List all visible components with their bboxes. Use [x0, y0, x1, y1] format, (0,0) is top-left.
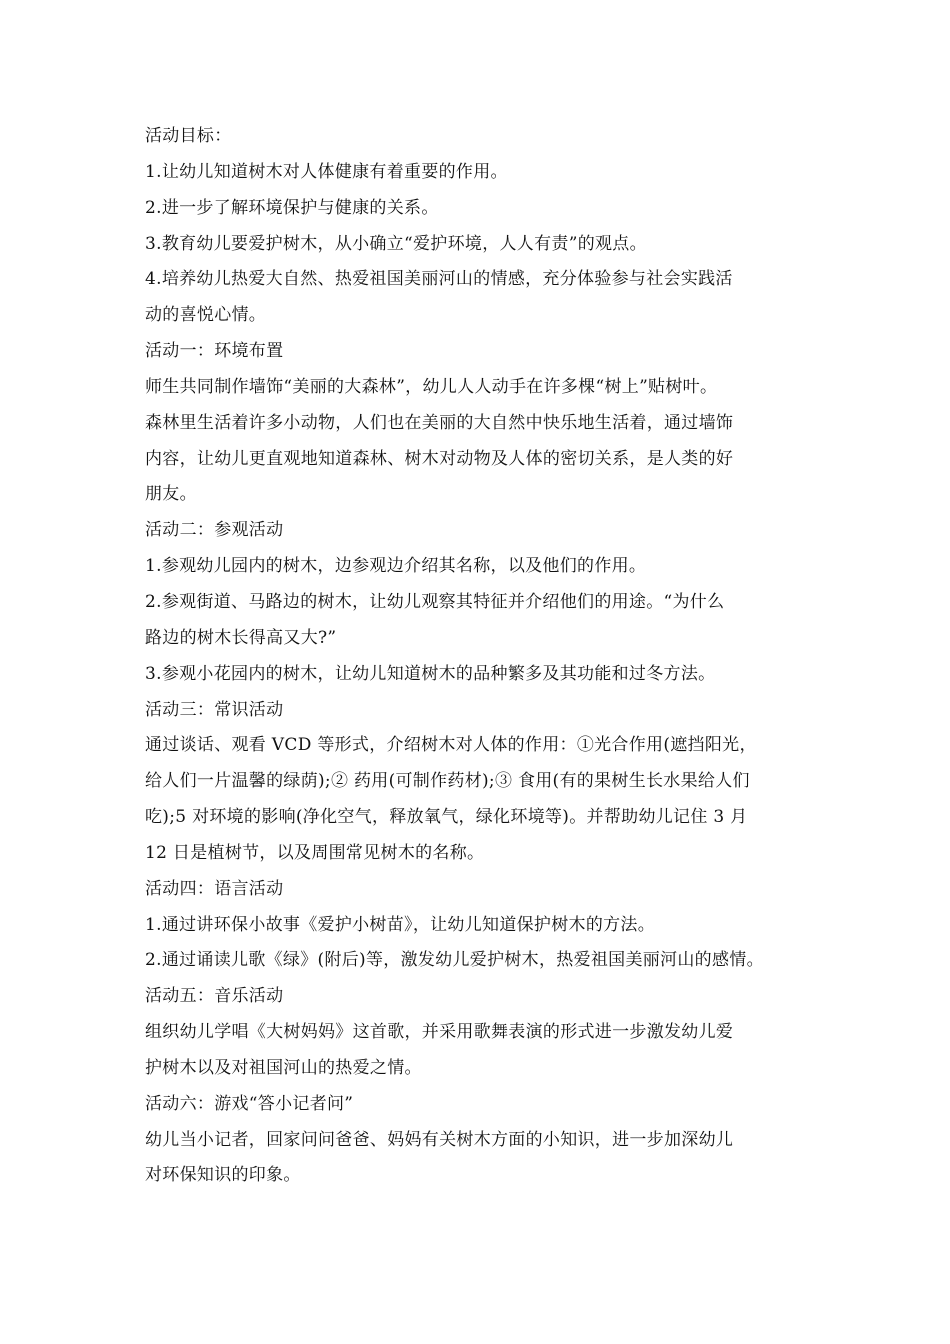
activity6-text: 幼儿当小记者，回家问问爸爸、妈妈有关树木方面的小知识，进一步加深幼儿: [145, 1129, 734, 1150]
activity5-text: 护树木以及对祖国河山的热爱之情。: [145, 1057, 422, 1078]
activity1-text: 内容，让幼儿更直观地知道森林、树木对动物及人体的密切关系，是人类的好: [145, 448, 734, 469]
activity5-text: 组织幼儿学唱《大树妈妈》这首歌，并采用歌舞表演的形式进一步激发幼儿爱: [145, 1022, 734, 1043]
document-page: [145, 119, 825, 1194]
goal-line: 1.让幼儿知道树木对人体健康有着重要的作用。: [145, 161, 508, 182]
activity2-text: 路边的树木长得高又大?”: [145, 627, 337, 648]
activity4-heading: 活动四：语言活动: [145, 878, 284, 899]
goal-line: 3.教育幼儿要爱护树木，从小确立“爱护环境，人人有责”的观点。: [145, 233, 647, 254]
activity5-heading: 活动五：音乐活动: [145, 986, 284, 1007]
goal-line: 2.进一步了解环境保护与健康的关系。: [145, 197, 439, 218]
activity1-text: 师生共同制作墙饰“美丽的大森林”，幼儿人人动手在许多棵“树上”贴树叶。: [145, 376, 718, 397]
activity2-text: 1.参观幼儿园内的树木，边参观边介绍其名称，以及他们的作用。: [145, 556, 647, 577]
activity2-text: 3.参观小花园内的树木，让幼儿知道树木的品种繁多及其功能和过冬方法。: [145, 663, 716, 684]
goals-heading: 活动目标：: [145, 126, 232, 146]
activity4-text: 2.通过诵读儿歌《绿》(附后)等，激发幼儿爱护树木，热爱祖国美丽河山的感情。: [145, 950, 764, 971]
activity1-text: 朋友。: [145, 484, 197, 505]
activity3-heading: 活动三：常识活动: [145, 699, 284, 720]
activity6-text: 对环保知识的印象。: [145, 1165, 301, 1186]
activity2-text: 2.参观街道、马路边的树木，让幼儿观察其特征并介绍他们的用途。“为什么: [145, 591, 725, 612]
activity1-text: 森林里生活着许多小动物，人们也在美丽的大自然中快乐地生活着，通过墙饰: [145, 412, 734, 433]
activity3-text: 12 日是植树节，以及周围常见树木的名称。: [145, 842, 485, 863]
activity3-text: 通过谈话、观看 VCD 等形式，介绍树木对人体的作用：①光合作用(遮挡阳光，: [145, 735, 757, 756]
goal-line: 4.培养幼儿热爱大自然、热爱祖国美丽河山的情感，充分体验参与社会实践活: [145, 269, 733, 290]
activity4-text: 1.通过讲环保小故事《爱护小树苗》，让幼儿知道保护树木的方法。: [145, 914, 656, 935]
activity2-heading: 活动二：参观活动: [145, 520, 284, 541]
activity1-heading: 活动一：环境布置: [145, 341, 284, 362]
activity6-heading: 活动六：游戏“答小记者问”: [145, 1093, 354, 1114]
goal-line: 动的喜悦心情。: [145, 305, 267, 326]
activity3-text: 吃);5 对环境的影响(净化空气，释放氧气，绿化环境等)。并帮助幼儿记住 3 月: [145, 807, 748, 828]
activity3-text: 给人们一片温馨的绿荫);② 药用(可制作药材);③ 食用(有的果树生长水果给人们: [145, 771, 750, 792]
